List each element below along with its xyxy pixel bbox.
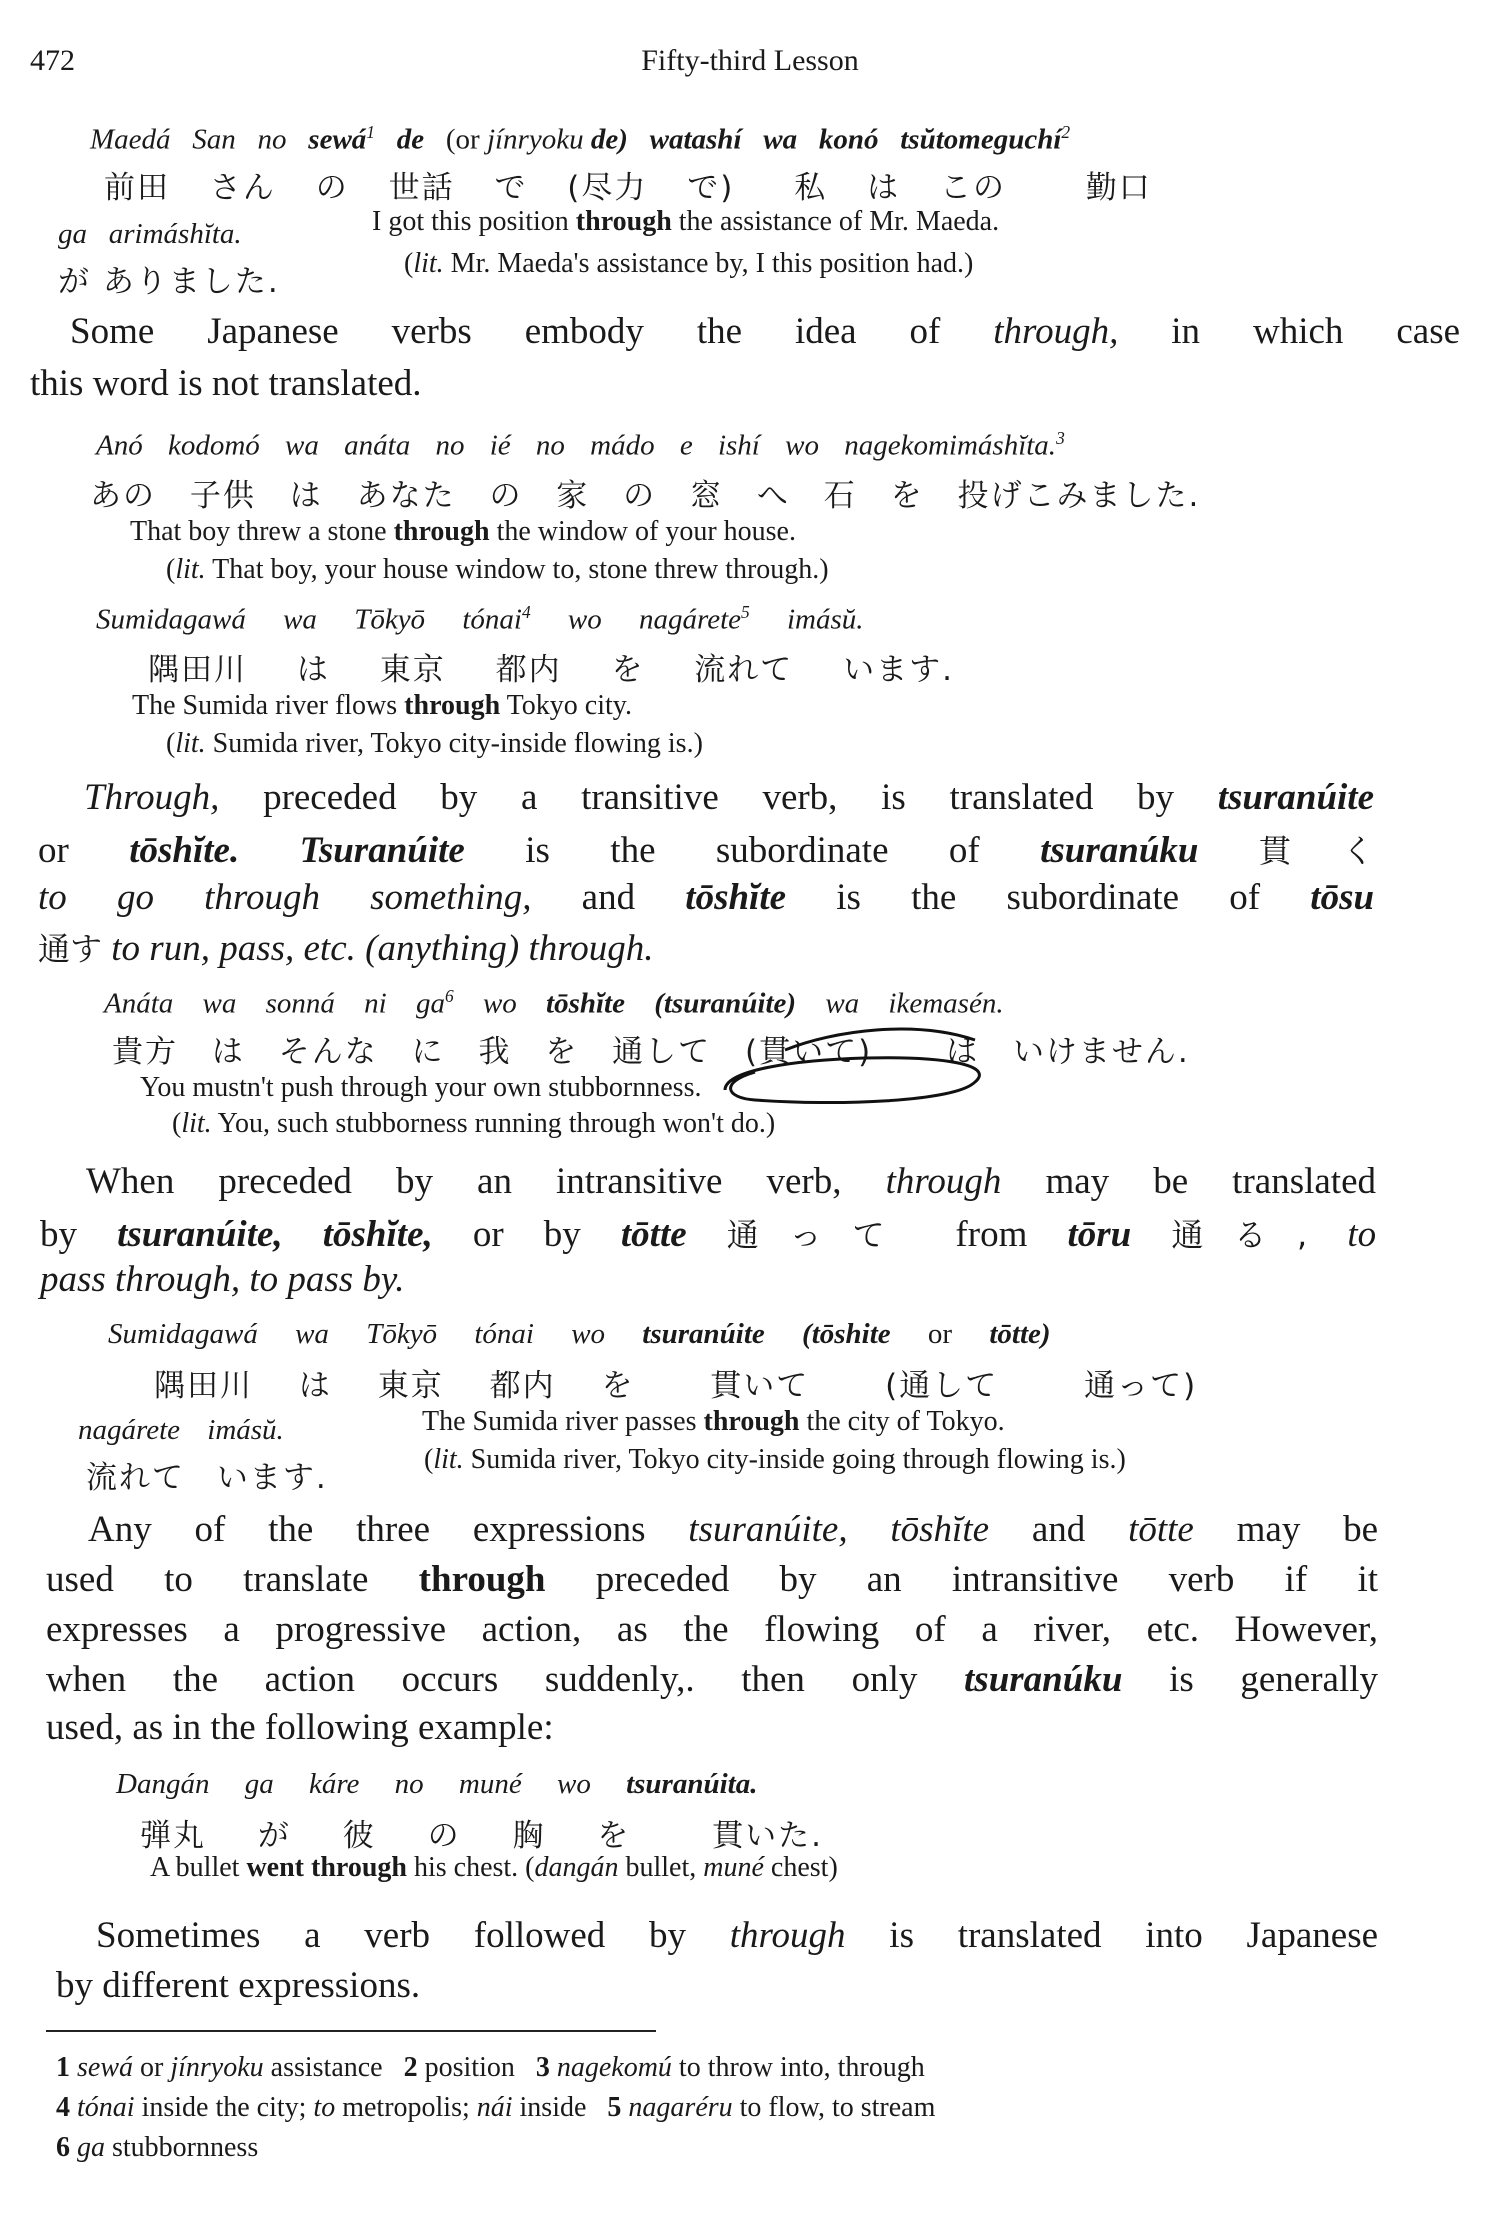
example-6-translation: A bullet went through his chest. (dangán bullet, muné chest) <box>150 1852 838 1883</box>
example-4-literal: (lit. You, such stubborness running through won't do.) <box>172 1108 776 1139</box>
example-1-japanese: 前田 さん の 世話 で (尽力 で) 私 は この 勤口 <box>104 170 1152 206</box>
footnote-divider <box>46 2030 656 2032</box>
example-5-romaji-2: nagárete imásŭ. <box>78 1414 284 1446</box>
paragraph-4-line-3: expresses a progressive action, as the flowing of a river, etc. However, <box>46 1609 1378 1650</box>
paragraph-2-line-3: to go through something, and tōshĭte is the subordinate of tōsu <box>38 877 1375 918</box>
footnote-line-1: 1 sewá or jínryoku assistance 2 position 3 nagekomú to throw into, through <box>56 2052 925 2083</box>
page-title: Fifty-third Lesson <box>641 44 859 77</box>
example-5-japanese-2: 流れて います. <box>86 1460 328 1496</box>
example-3-translation: The Sumida river flows through Tokyo city. <box>132 690 632 721</box>
paragraph-4-line-4: when the action occurs suddenly,. then only tsuranúku is generally <box>46 1659 1379 1700</box>
example-2-japanese: あの 子供 は あなた の 家 の 窓 へ 石 を 投げこみました. <box>90 478 1201 514</box>
paragraph-4-line-2: used to translate through preceded by an intransitive verb if it <box>46 1559 1378 1600</box>
example-2-literal: (lit. That boy, your house window to, stone threw through.) <box>166 554 829 585</box>
paragraph-3-line-2: by tsuranúite, tōshĭte, or by tōtte 通って from tōru 通る, to <box>40 1214 1377 1255</box>
example-2-romaji: Anó kodomó wa anáta no ié no mádo e ishí wo nagekomimáshĭta.$^3$ <box>96 428 1065 462</box>
paragraph-5-line-1: Sometimes a verb followed by through is translated into Japanese <box>96 1915 1379 1956</box>
paragraph-2-line-4: 通す to run, pass, etc. (anything) through. <box>38 928 654 969</box>
example-1-japanese-2: が ありました. <box>58 264 280 300</box>
paragraph-1-line-2: this word is not translated. <box>30 363 422 404</box>
example-5-translation: The Sumida river passes through the city of Tokyo. <box>422 1406 1005 1437</box>
paragraph-4-line-5: used, as in the following example: <box>46 1707 554 1748</box>
example-3-literal: (lit. Sumida river, Tokyo city-inside flowing is.) <box>166 728 703 759</box>
example-5-japanese: 隅田川 は 東京 都内 を 貫いて (通して 通って) <box>154 1368 1198 1404</box>
paragraph-5-line-2: by different expressions. <box>56 1965 421 2006</box>
paragraph-3-line-1: When preceded by an intransitive verb, through may be translated <box>86 1161 1377 1202</box>
example-6-japanese: 弾丸 が 彼 の 胸 を 貫いた. <box>140 1818 824 1854</box>
example-4-japanese: 貴方 は そんな に 我 を 通して (貫いて) は いけません. <box>112 1034 1190 1070</box>
example-1-literal: (lit. Mr. Maeda's assistance by, I this position had.) <box>404 248 974 279</box>
example-5-literal: (lit. Sumida river, Tokyo city-inside going through flowing is.) <box>424 1444 1126 1475</box>
example-1-translation: I got this position through the assistance of Mr. Maeda. <box>372 206 1000 237</box>
footnote-line-3: 6 ga stubbornness <box>56 2132 259 2163</box>
example-2-translation: That boy threw a stone through the window of your house. <box>130 516 796 547</box>
footnote-line-2: 4 tónai inside the city; to metropolis; nái inside 5 nagaréru to flow, to stream <box>56 2092 936 2123</box>
example-4-translation: You mustn't push through your own stubbornness. <box>140 1072 702 1103</box>
paragraph-4-line-1: Any of the three expressions tsuranúite, tōshĭte and tōtte may be <box>88 1509 1379 1550</box>
paragraph-2-line-2: or tōshĭte. Tsuranúite is the subordinate of tsuranúku 貫く <box>38 830 1375 871</box>
paragraph-1-line-1: Some Japanese verbs embody the idea of through, in which case <box>70 311 1461 352</box>
example-5-romaji: Sumidagawá wa Tōkyō tónai wo tsuranúite (tōshite or tōtte) <box>108 1318 1051 1350</box>
paragraph-2-line-1: Through, preceded by a transitive verb, is translated by tsuranúite <box>84 777 1375 818</box>
page-header <box>0 44 1500 84</box>
handwritten-circle-annotation <box>715 1010 1005 1120</box>
page-number: 472 <box>30 44 75 77</box>
example-6-romaji: Dangán ga káre no muné wo tsuranúita. <box>116 1768 758 1800</box>
example-1-romaji-2: ga arimáshĭta. <box>58 218 242 250</box>
example-3-japanese: 隅田川 は 東京 都内 を 流れて います. <box>148 652 955 688</box>
example-1-romaji: Maedá San no sewá$^1$ de (or jínryoku de) watashí wa konó tsŭtomeguchí$^2$ <box>90 122 1071 156</box>
paragraph-3-line-3: pass through, to pass by. <box>40 1259 405 1300</box>
example-4-romaji: Anáta wa sonná ni $ga^6$ wo tōshĭte (tsuranúite) wa ikemasén. <box>104 986 1004 1020</box>
example-3-romaji: Sumidagawá wa Tōkyō tónai$^4$ wo nagárete$^5$ imásŭ. <box>96 602 864 636</box>
